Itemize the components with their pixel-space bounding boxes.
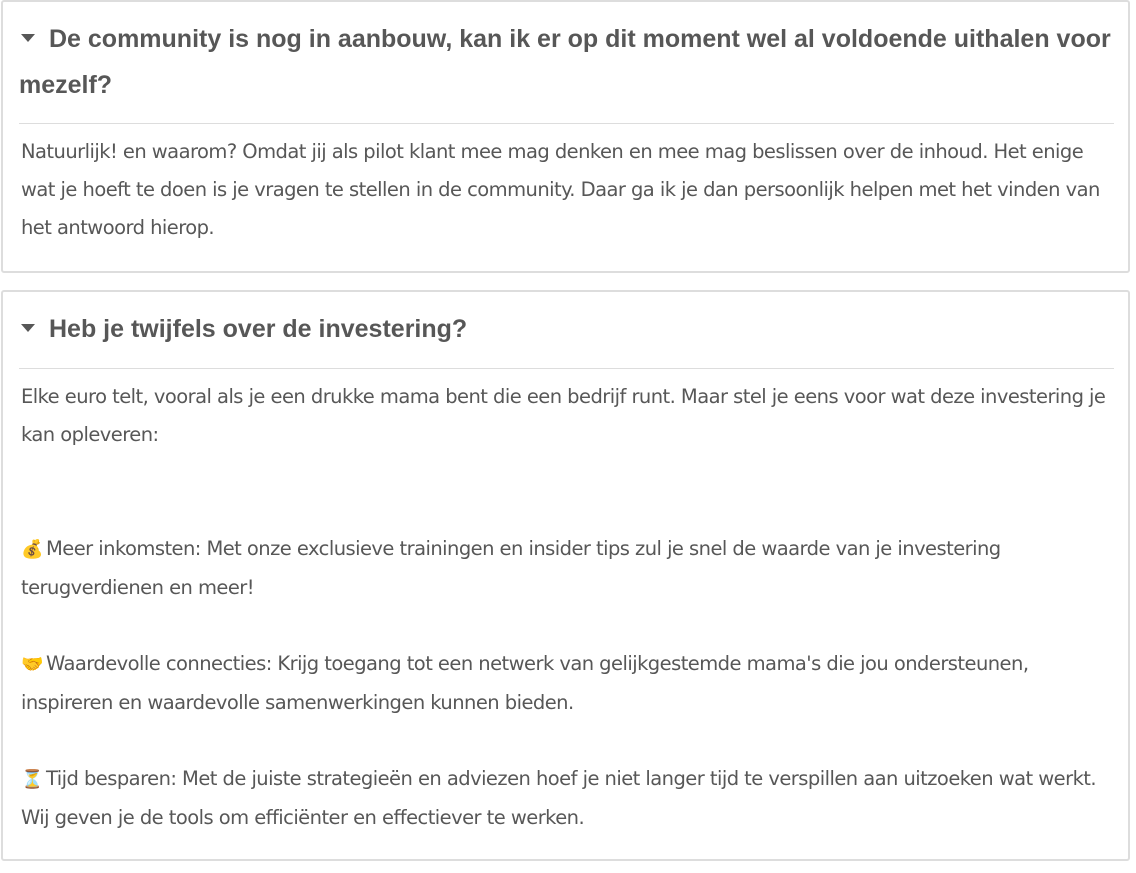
handshake-icon: 🤝 xyxy=(21,654,43,675)
faq-item-community xyxy=(1,0,1130,273)
faq-intro-text: Elke euro telt, vooral als je een drukke mama bent die een bedrijf runt. Maar stel je eens voor wat deze investering je kan opleveren: xyxy=(21,385,1106,446)
benefit-text: Tijd besparen: Met de juiste strategieën en adviezen hoef je niet langer tijd te verspillen aan uitzoeken wat werkt. Wij geven je de tools om efficiënter en effectiever te werken. xyxy=(21,767,1097,829)
money-bag-icon: 💰 xyxy=(21,539,43,560)
benefit-text: Waardevolle connecties: Krijg toegang tot een netwerk van gelijkgestemde mama's die jou ondersteunen, inspireren en waardevolle samenwerkingen kunnen bieden. xyxy=(21,652,1029,714)
faq-question-text: De community is nog in aanbouw, kan ik er op dit moment wel al voldoende uithalen voor mezelf? xyxy=(19,25,1111,99)
faq-toggle-investment[interactable] xyxy=(19,306,1114,369)
faq-question-text: Heb je twijfels over de investering? xyxy=(49,315,468,343)
benefit-item xyxy=(21,530,1114,607)
caret-down-icon xyxy=(21,34,35,42)
faq-answer xyxy=(21,133,1114,247)
faq-question xyxy=(19,16,1114,108)
benefit-item xyxy=(21,760,1114,837)
faq-question xyxy=(19,306,1114,352)
hourglass-icon: ⏳ xyxy=(21,769,43,790)
faq-toggle-community[interactable] xyxy=(19,16,1114,124)
faq-item-investment xyxy=(1,290,1130,861)
benefit-text: Meer inkomsten: Met onze exclusieve trainingen en insider tips zul je snel de waarde van je investering terugverdienen en meer! xyxy=(21,537,1001,599)
faq-answer-text: Natuurlijk! en waarom? Omdat jij als pilot klant mee mag denken en mee mag beslissen over de inhoud. Het enige wat je hoeft te doen is je vragen te stellen in de community. Daar ga ik je dan persoonlijk helpen met het vinden van het antwoord hierop. xyxy=(21,140,1100,239)
caret-down-icon xyxy=(21,324,35,332)
benefit-item xyxy=(21,645,1114,722)
faq-answer xyxy=(21,378,1114,837)
